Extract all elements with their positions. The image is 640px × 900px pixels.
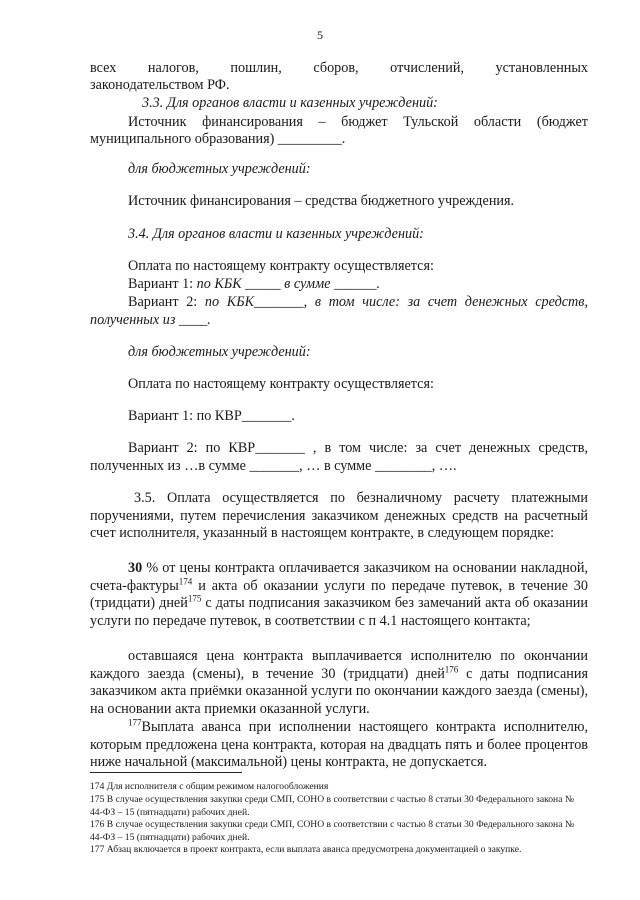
footnote-175: 175 В случае осуществления закупки среди СМП, СОНО в соответствии с частью 8 статьи 30 Федерального закона № 44-ФЗ – 15 (пятнадцати) рабочих дней. xyxy=(90,794,575,818)
footnote-174: 174 Для исполнителя с общим режимом налогообложения xyxy=(90,781,329,792)
footnote-ref-177: 177 xyxy=(128,717,142,728)
paragraph-variant2-kvr-line2: полученных из …в сумме _______, … в сумме ________, …. xyxy=(90,458,457,474)
footnote-ref-175: 175 xyxy=(187,593,202,604)
heading-3-4: 3.4. Для органов власти и казенных учреждений: xyxy=(128,226,424,242)
paragraph-variant2-kbk-line2: полученных из ____. xyxy=(90,312,211,328)
footnote-separator xyxy=(90,772,242,773)
paragraph-funding-source-line1: Источник финансирования – бюджет Тульской области (бюджет xyxy=(128,114,588,130)
paragraph-advance-prohibition: $^{177}$Выплата аванса при исполнении настоящего контракта исполнителю, которым предложена цена контракта, которая на двадцать пять и более процентов ниже начальной (максимальной) цены контракта, не допускается. xyxy=(90,717,588,770)
paragraph-taxes-line1: всех налогов, пошлин, сборов, отчислений, установленных xyxy=(90,60,588,76)
paragraph-variant2-kbk-line1: Вариант 2: по КБК_______, в том числе: за счет денежных средств, xyxy=(128,294,588,310)
paragraph-payment-intro-1: Оплата по настоящему контракту осуществляется: xyxy=(128,258,434,274)
footnote-176: 176 В случае осуществления закупки среди СМП, СОНО в соответствии с частью 8 статьи 30 Федерального закона № 44-ФЗ – 15 (пятнадцати) рабочих дней. xyxy=(90,819,575,843)
paragraph-taxes-line2: законодательством РФ. xyxy=(90,77,230,93)
paragraph-variant2-kvr-line1: Вариант 2: по КВР_______ , в том числе: за счет денежных средств, xyxy=(128,440,588,456)
paragraph-remaining-price: оставшаяся цена контракта выплачивается исполнителю по окончании каждого заезда (смены), в течение 30 (тридцати) дней$^{176}$ с даты подписания заказчиком акта приёмки оказанной услуги по окончании каждого заезда (смены), на основании акта приемки оказанной услуги. xyxy=(90,648,589,717)
subheading-budget-institutions-2: для бюджетных учреждений: xyxy=(128,344,311,360)
subheading-budget-institutions-1: для бюджетных учреждений: xyxy=(128,161,311,177)
paragraph-variant1-kvr: Вариант 1: по КВР_______. xyxy=(128,408,295,424)
paragraph-funding-institution: Источник финансирования – средства бюджетного учреждения. xyxy=(128,193,515,209)
paragraph-advance-30-percent: 30 % от цены контракта оплачивается заказчиком на основании накладной, счета-фактуры$^{174}$ и акта об оказании услуги по передаче путевок, в течение 30 (тридцати) дней$^{175}$ с даты подписания заказчиком без замечаний акта об оказании услуги по передаче путевок, в соответствии с п 4.1 настоящего контакта; xyxy=(90,560,588,629)
paragraph-variant1-kbk: Вариант 1: по КБК _____ в сумме ______. xyxy=(128,276,381,292)
footnote-ref-176: 176 xyxy=(444,663,459,674)
footnote-ref-174: 174 xyxy=(178,575,193,586)
paragraph-payment-intro-2: Оплата по настоящему контракту осуществляется: xyxy=(128,376,434,392)
paragraph-3-5: 3.5. Оплата осуществляется по безналичному расчету платежными поручениями, путем перечисления заказчиком денежных средств на расчетный счет исполнителя, указанный в настоящем контракте, в следующем порядке: xyxy=(90,490,588,541)
page-number: 5 xyxy=(317,28,323,42)
footnote-177: 177 Абзац включается в проект контракта, если выплата аванса предусмотрена документацией о закупке. xyxy=(90,844,522,855)
heading-3-3: 3.3. Для органов власти и казенных учреждений: xyxy=(142,95,438,111)
paragraph-funding-source-line2: муниципального образования) _________. xyxy=(90,131,346,147)
